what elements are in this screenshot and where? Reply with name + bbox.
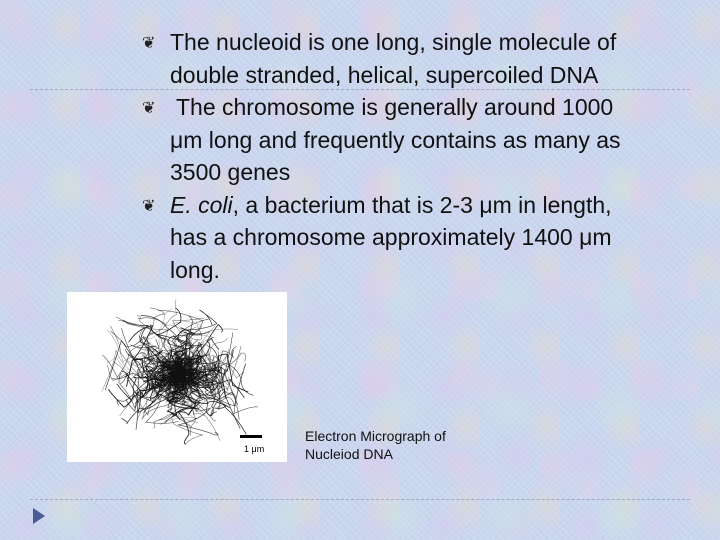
bullet-icon: ❦ (142, 98, 156, 117)
bullet-list (142, 26, 688, 286)
play-arrow-icon[interactable] (33, 508, 45, 524)
micrograph-image (67, 292, 287, 462)
species-name: E. coli (170, 191, 233, 218)
divider-line (30, 499, 690, 500)
bullet-icon: ❦ (142, 33, 156, 52)
bullet-item: ❦ The nucleoid is one long, single molecule of double stranded, helical, supercoiled DNA (142, 29, 617, 88)
figure-caption: Electron Micrograph of Nucleiod DNA (305, 428, 446, 462)
scale-label: 1 μm (244, 444, 265, 454)
bullet-item: ❦ E. coli, a bacterium that is 2-3 μm in length, has a chromosome approximately 1400 μm long. (142, 191, 612, 283)
scale-bar (240, 435, 262, 438)
bullet-icon: ❦ (142, 195, 156, 215)
nucleoid-micrograph (67, 292, 287, 462)
bullet-item: ❦ The chromosome is generally around 1000 μm long and frequently contains as many as 3500 genes (142, 94, 621, 185)
